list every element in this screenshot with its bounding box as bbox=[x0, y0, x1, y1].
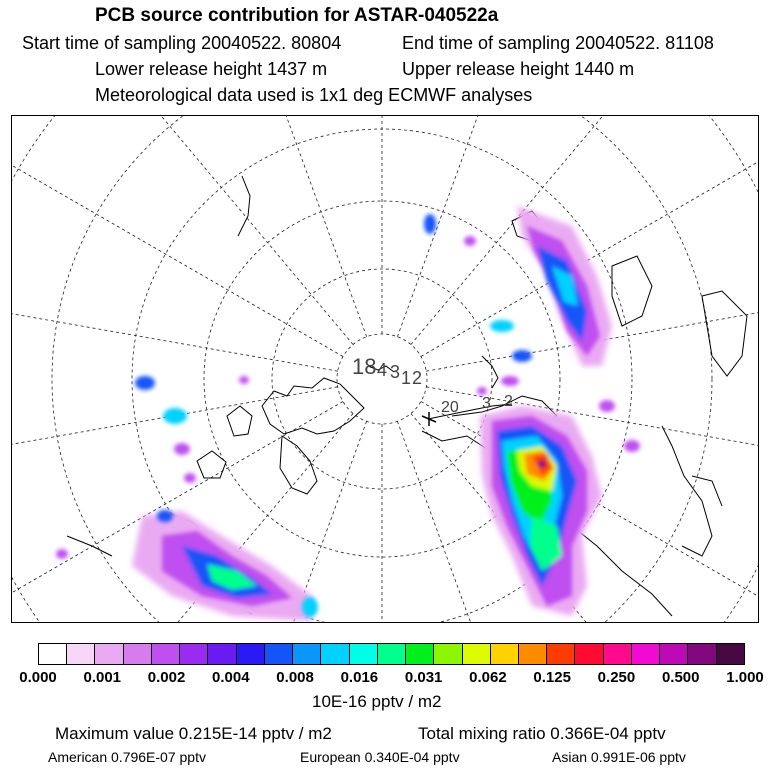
maximum-value: Maximum value 0.215E-14 pptv / m2 bbox=[55, 724, 332, 743]
colorbar-tick-label: 0.062 bbox=[469, 669, 507, 686]
meteorological-data: Meteorological data used is 1x1 deg ECMWF analyses bbox=[95, 85, 533, 105]
concentration-field bbox=[56, 206, 640, 621]
colorbar-segment bbox=[632, 644, 660, 664]
colorbar bbox=[38, 643, 745, 665]
colorbar-segment bbox=[95, 644, 123, 664]
colorbar-tick-label: 0.500 bbox=[661, 669, 700, 686]
colorbar-segment bbox=[67, 644, 95, 664]
colorbar-segment bbox=[378, 644, 406, 664]
colorbar-segment bbox=[265, 644, 293, 664]
colorbar-segment bbox=[463, 644, 491, 664]
colorbar-tick-label: 1.000 bbox=[726, 669, 764, 686]
colorbar-segment bbox=[39, 644, 67, 664]
plot-title: PCB source contribution for ASTAR-040522a bbox=[95, 5, 499, 26]
colorbar-tick-label: 0.001 bbox=[83, 669, 122, 686]
center-label-1: 1 bbox=[401, 368, 412, 388]
colorbar-segment bbox=[124, 644, 152, 664]
colorbar-tick-label: 0.031 bbox=[404, 669, 443, 686]
colorbar-tick-label: 0.016 bbox=[340, 669, 379, 686]
upper-release-height: Upper release height 1440 m bbox=[402, 59, 635, 79]
colorbar-segment bbox=[660, 644, 688, 664]
start-time: Start time of sampling 20040522. 80804 bbox=[22, 33, 342, 53]
end-time: End time of sampling 20040522. 81108 bbox=[402, 33, 714, 53]
american-contribution: American 0.796E-07 pptv bbox=[48, 749, 206, 765]
colorbar-segment bbox=[152, 644, 180, 664]
colorbar-tick-label: 0.004 bbox=[212, 669, 250, 686]
colorbar-unit: 10E-16 pptv / m2 bbox=[312, 692, 442, 711]
colorbar-segment bbox=[717, 644, 744, 664]
lower-release-height: Lower release height 1437 m bbox=[95, 59, 328, 79]
colorbar-segment bbox=[519, 644, 547, 664]
colorbar-segment bbox=[180, 644, 208, 664]
center-label-3: 3 bbox=[390, 362, 401, 382]
colorbar-segment bbox=[575, 644, 603, 664]
colorbar-segment bbox=[688, 644, 716, 664]
european-contribution: European 0.340E-04 pptv bbox=[300, 749, 460, 765]
colorbar-segment bbox=[237, 644, 265, 664]
colorbar-segment bbox=[350, 644, 378, 664]
colorbar-tick-label: 0.250 bbox=[597, 669, 636, 686]
center-label-4: 4 bbox=[377, 360, 388, 380]
colorbar-segment bbox=[406, 644, 434, 664]
total-mixing-ratio: Total mixing ratio 0.366E-04 pptv bbox=[418, 724, 666, 743]
traj-label-3: 3 bbox=[482, 395, 491, 412]
map-canvas bbox=[12, 116, 758, 622]
colorbar-segment bbox=[547, 644, 575, 664]
colorbar-segment bbox=[208, 644, 236, 664]
colorbar-segment bbox=[604, 644, 632, 664]
traj-label-2: 2 bbox=[504, 393, 513, 410]
colorbar-segment bbox=[293, 644, 321, 664]
colorbar-segment bbox=[321, 644, 349, 664]
center-label-2: 2 bbox=[412, 368, 423, 388]
colorbar-segment bbox=[491, 644, 519, 664]
colorbar-tick-label: 0.002 bbox=[147, 669, 186, 686]
colorbar-tick-label: 0.125 bbox=[533, 669, 571, 686]
asian-contribution: Asian 0.991E-06 pptv bbox=[552, 749, 686, 765]
colorbar-segment bbox=[434, 644, 462, 664]
center-label-18: 18 bbox=[352, 354, 377, 379]
colorbar-tick-label: 0.000 bbox=[19, 669, 57, 686]
colorbar-tick-label: 0.008 bbox=[276, 669, 314, 686]
polar-map bbox=[11, 115, 759, 623]
traj-label-20: 20 bbox=[441, 399, 459, 416]
